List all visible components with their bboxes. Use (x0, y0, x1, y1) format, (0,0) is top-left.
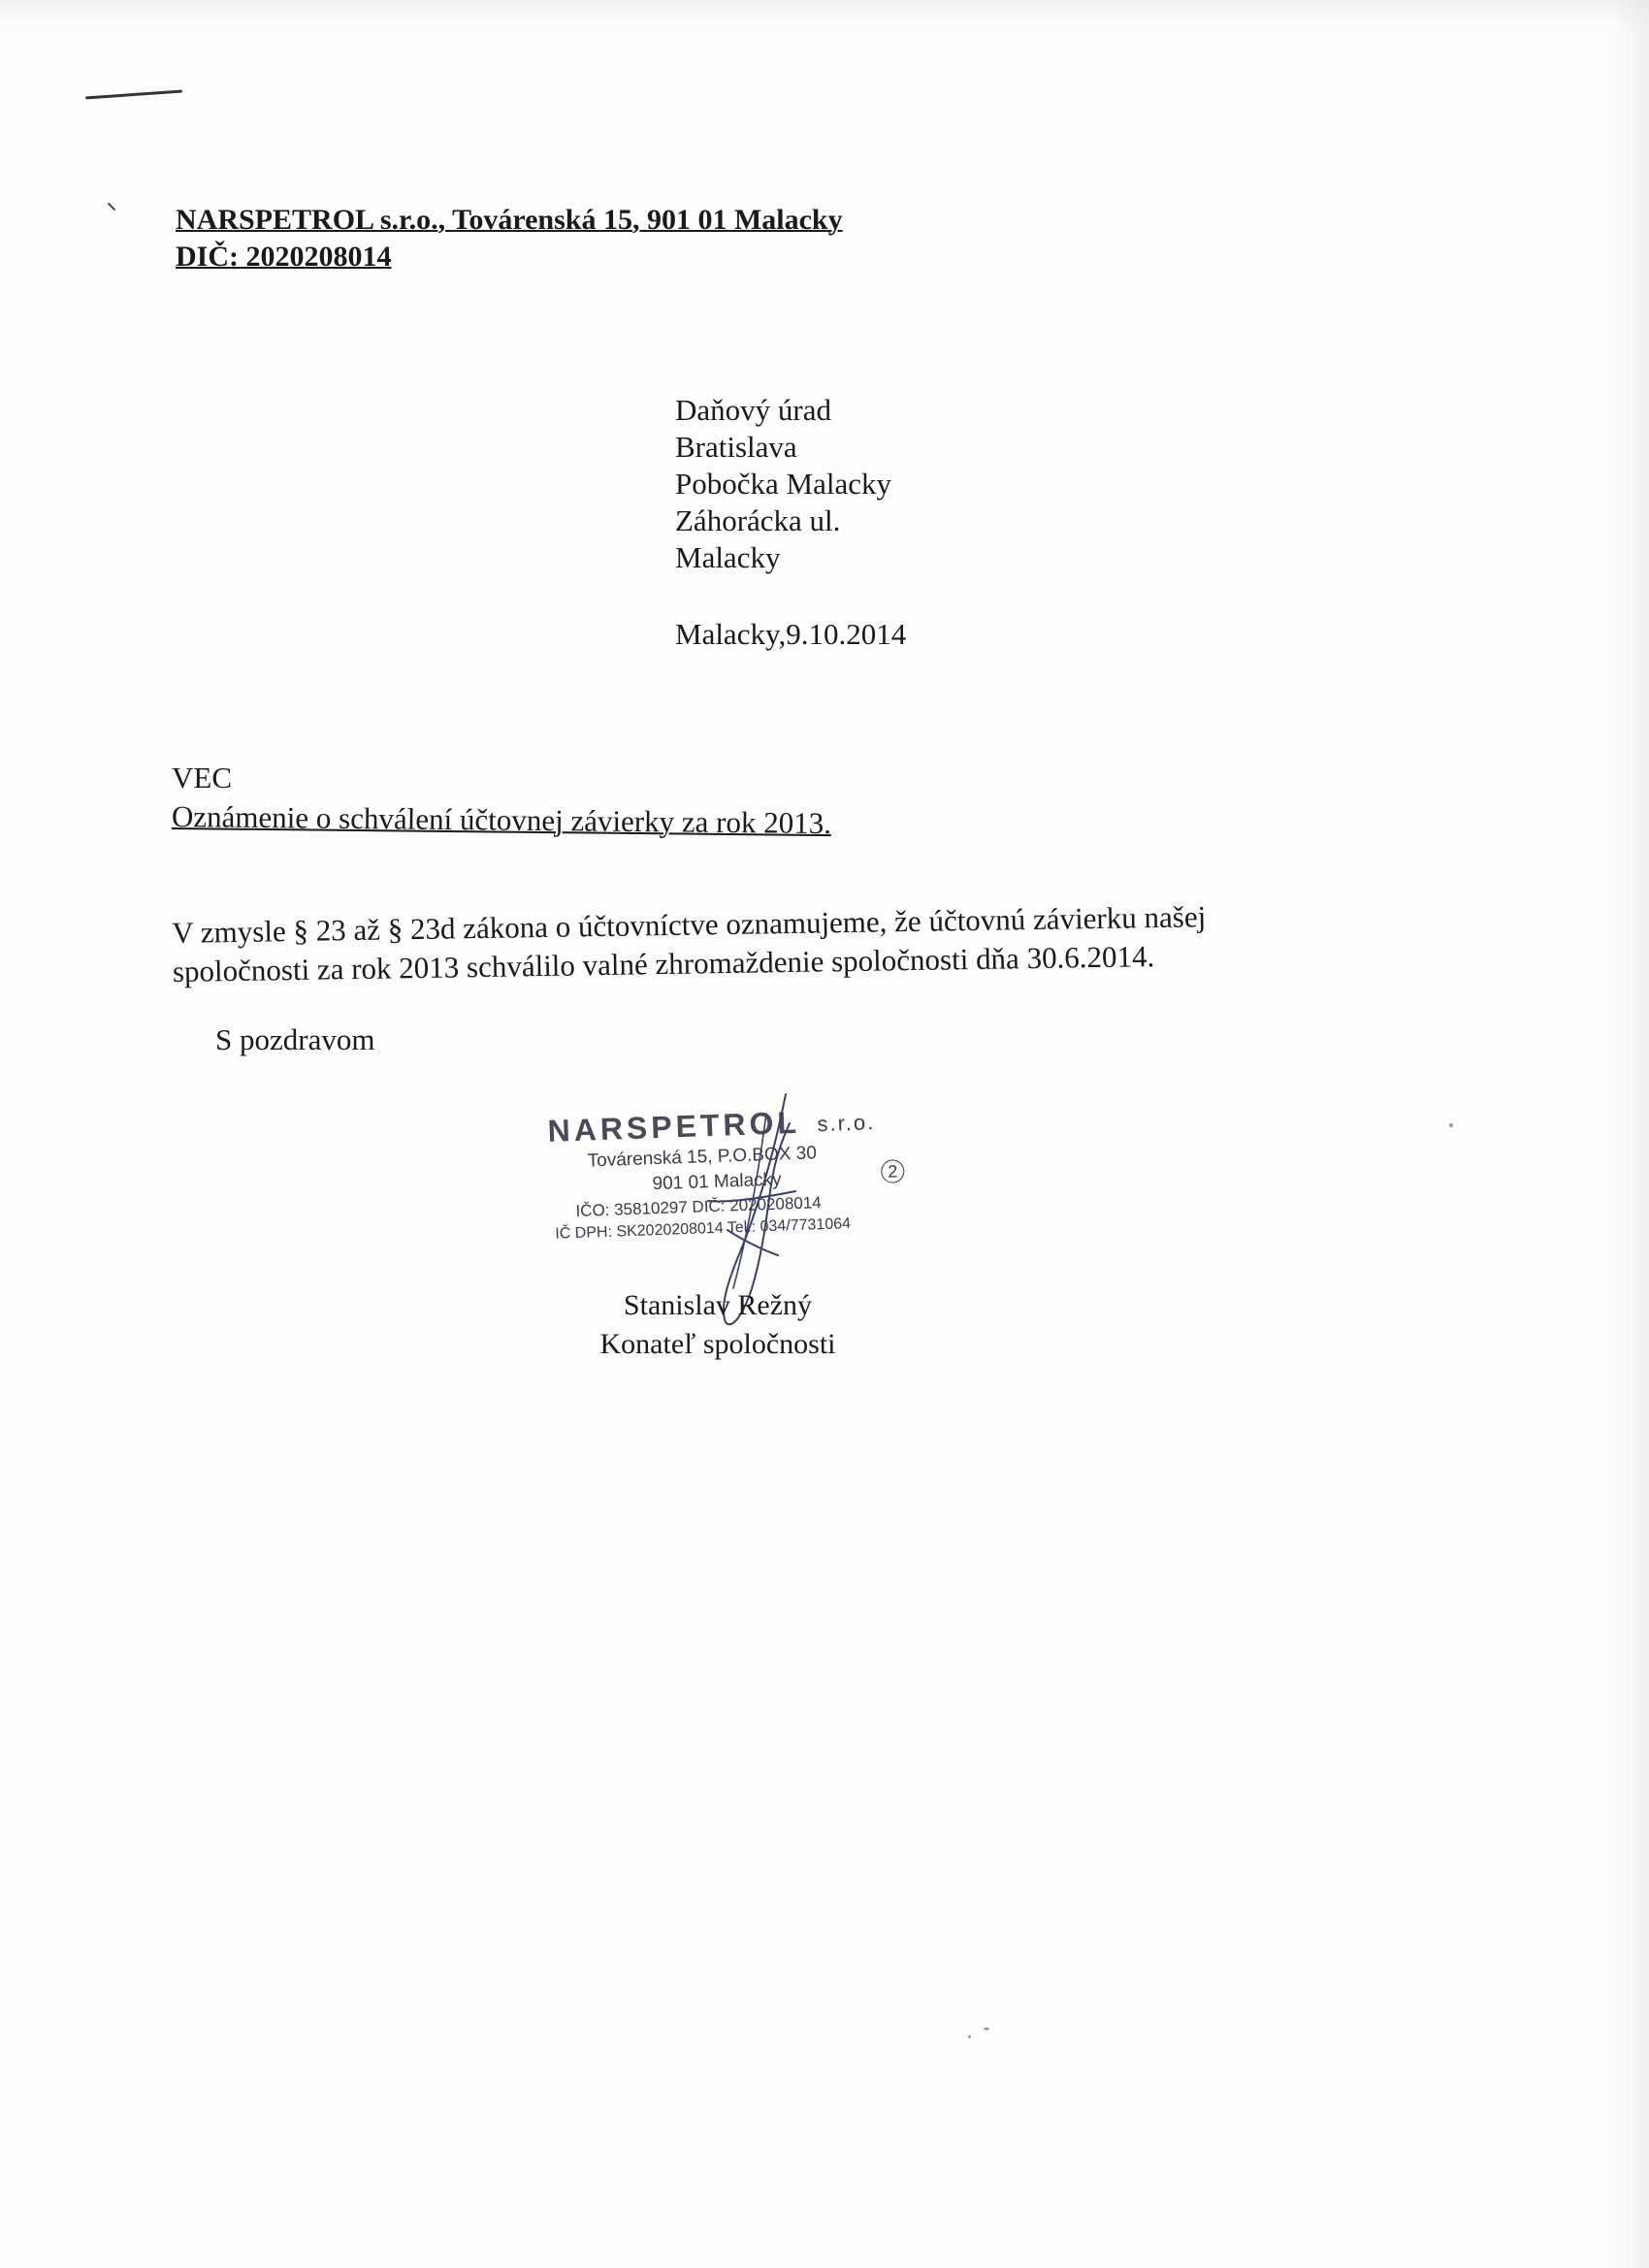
scan-mark (85, 90, 182, 100)
stamp-ico: IČO: 35810297 DIČ: 2020208014 (575, 1193, 823, 1220)
sender-name-address: NARSPETROL s.r.o., Továrenská 15, 901 01 Malacky (176, 204, 843, 236)
recipient-line: Záhorácka ul. (675, 503, 841, 537)
letter-date: Malacky,9.10.2014 (675, 617, 907, 651)
subject-label: VEC (172, 761, 232, 794)
stamp-icdph: IČ DPH: SK2020208014 Tel.: 034/7731064 (555, 1215, 852, 1243)
scan-shadow-right (1610, 0, 1649, 2268)
stamp-company-suffix: s.r.o. (817, 1110, 876, 1137)
recipient-address (675, 392, 891, 576)
sender-tax-id: DIČ: 2020208014 (176, 241, 392, 273)
sender-block (176, 202, 843, 275)
scan-speck (968, 2035, 971, 2038)
recipient-line: Pobočka Malacky (675, 467, 891, 501)
scan-tick-mark (108, 203, 115, 211)
recipient-line: Malacky (675, 540, 781, 574)
stamp-city: 901 01 Malacky (652, 1169, 782, 1195)
stamp-number: 2 (881, 1159, 905, 1183)
body-line: V zmysle § 23 až § 23d zákona o účtovníctve oznamujeme, že účtovnú závierku našej (172, 899, 1207, 950)
recipient-line: Bratislava (675, 430, 797, 464)
scan-speck (984, 2027, 989, 2030)
letter-body (172, 895, 1317, 991)
stamp-address: Továrenská 15, P.O.BOX 30 (587, 1143, 818, 1172)
recipient-line: Daňový úrad (675, 393, 831, 427)
stamp-company-name: NARSPETROL (546, 1104, 801, 1149)
signer-block (584, 1286, 852, 1364)
signer-role: Konateľ spoločnosti (599, 1328, 836, 1360)
body-line: spoločnosti za rok 2013 schválilo valné zhromaždenie spoločnosti dňa 30.6.2014. (172, 939, 1155, 988)
scan-shadow-top (0, 0, 1649, 29)
signer-name: Stanislav Režný (623, 1289, 813, 1321)
closing-greeting: S pozdravom (215, 1022, 375, 1056)
scan-speck (1449, 1123, 1453, 1127)
subject-text: Oznámenie o schválení účtovnej závierky za rok 2013. (171, 799, 832, 841)
